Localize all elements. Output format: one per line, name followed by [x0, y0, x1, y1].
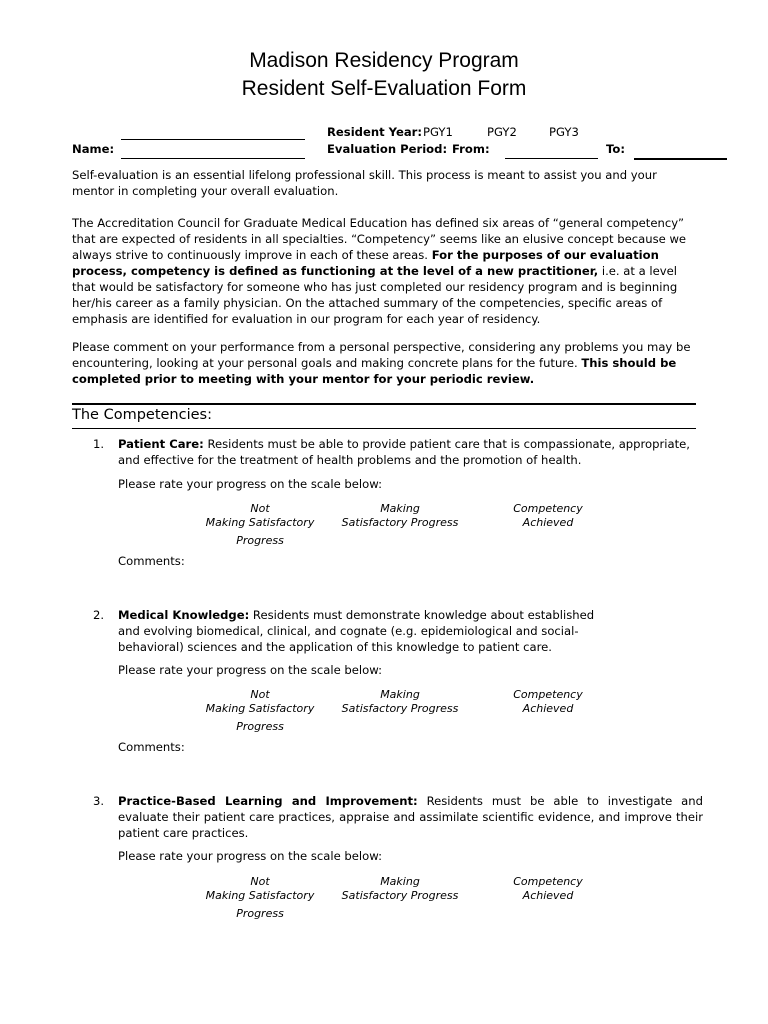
- rate-prompt: Please rate your progress on the scale below:: [118, 477, 382, 491]
- scale-not-satisfactory[interactable]: [195, 875, 325, 921]
- scale-label: Competency: [513, 502, 583, 515]
- evaluation-period-label: Evaluation Period:: [327, 142, 448, 156]
- name-field-line[interactable]: [121, 158, 305, 159]
- form-title-line1: Madison Residency Program: [249, 49, 519, 72]
- scale-competency-achieved[interactable]: [493, 875, 603, 903]
- scale-label: Not: [250, 688, 270, 701]
- scale-label: Not: [250, 875, 270, 888]
- name-label: Name:: [72, 142, 115, 156]
- scale-not-satisfactory[interactable]: [195, 688, 325, 734]
- intro-paragraph-3: [72, 339, 702, 387]
- scale-not-satisfactory[interactable]: [195, 502, 325, 548]
- scale-label: Achieved: [522, 702, 574, 715]
- form-title-line2: Resident Self-Evaluation Form: [241, 77, 527, 100]
- intro-text-2-bold: For the purposes of our evaluation process, competency is defined as functioning at the level of a new practitioner,: [72, 248, 659, 278]
- to-label: To:: [606, 142, 625, 156]
- scale-label: Making Satisfactory: [205, 702, 315, 715]
- scale-label: Progress: [236, 907, 284, 920]
- scale-label: Making: [380, 502, 420, 515]
- scale-label: Competency: [513, 875, 583, 888]
- scale-label: Progress: [236, 720, 284, 733]
- rate-prompt: Please rate your progress on the scale below:: [118, 663, 382, 677]
- competency-title: Patient Care:: [118, 437, 204, 451]
- scale-label: Satisfactory Progress: [341, 702, 459, 715]
- competency-description: [118, 607, 598, 655]
- scale-label: Satisfactory Progress: [341, 889, 459, 902]
- intro-paragraph-2: [72, 215, 702, 327]
- scale-label: Making Satisfactory: [205, 516, 315, 529]
- comments-label[interactable]: Comments:: [118, 740, 185, 754]
- scale-label: Progress: [236, 534, 284, 547]
- pgy3-option[interactable]: PGY3: [549, 125, 579, 139]
- scale-label: Making: [380, 688, 420, 701]
- competency-number: 3.: [93, 794, 105, 808]
- scale-making-progress[interactable]: [340, 502, 460, 530]
- scale-label: Not: [250, 502, 270, 515]
- scale-making-progress[interactable]: [340, 688, 460, 716]
- scale-label: Making: [380, 875, 420, 888]
- scale-label: Achieved: [522, 889, 574, 902]
- scale-competency-achieved[interactable]: [493, 502, 603, 530]
- competency-text: Residents must be able to investigate and evaluate their patient care practices, appraise and assimilate scientific evidence, and improve their patient care practices.: [118, 794, 703, 840]
- intro-text-3-bold: This should be completed prior to meeting with your mentor for your periodic review.: [72, 356, 677, 386]
- to-field-line[interactable]: [634, 158, 727, 160]
- competency-title: Medical Knowledge:: [118, 608, 250, 622]
- rate-prompt: Please rate your progress on the scale below:: [118, 849, 382, 863]
- pgy1-option[interactable]: PGY1: [423, 125, 453, 139]
- scale-label: Competency: [513, 688, 583, 701]
- resident-year-label: Resident Year:: [327, 125, 423, 139]
- comments-label[interactable]: Comments:: [118, 554, 185, 568]
- scale-making-progress[interactable]: [340, 875, 460, 903]
- section-title: The Competencies:: [72, 407, 212, 423]
- competency-text: Residents must be able to provide patient care that is compassionate, appropriate, and effective for the treatment of health problems and the promotion of health.: [118, 437, 690, 467]
- scale-competency-achieved[interactable]: [493, 688, 603, 716]
- intro-text-3a: Please comment on your performance from a personal perspective, considering any problems you may be encountering, looking at your personal goals and making concrete plans for the future.: [72, 340, 691, 370]
- competency-title: Practice-Based Learning and Improvement:: [118, 794, 418, 808]
- scale-label: Making Satisfactory: [205, 889, 315, 902]
- section-rule-top: [72, 403, 696, 405]
- competency-description: [118, 436, 703, 468]
- competency-text: Residents must demonstrate knowledge about established and evolving biomedical, clinical, and cognate (e.g. epidemiological and social-behavioral) sciences and the application of this knowledge to patient care.: [118, 608, 595, 654]
- intro-text-2a: The Accreditation Council for Graduate Medical Education has defined six areas of “general competency” that are expected of residents in all specialties. “Competency” seems like an elusive concept because we always strive to continuously improve in each of these areas.: [72, 216, 687, 262]
- pgy2-option[interactable]: PGY2: [487, 125, 517, 139]
- scale-label: Satisfactory Progress: [341, 516, 459, 529]
- from-label: From:: [452, 142, 490, 156]
- from-field-line[interactable]: [505, 158, 598, 159]
- competency-description: [118, 793, 703, 841]
- intro-text-2b: i.e. at a level that would be satisfactory for someone who has just completed our residency program and is beginning her/his career as a family physician. On the attached summary of the competencies, specific areas of emphasis are identified for evaluation in our program for each year of residency.: [72, 264, 678, 326]
- scale-label: Achieved: [522, 516, 574, 529]
- competency-number: 1.: [93, 437, 105, 451]
- intro-text-1: Self-evaluation is an essential lifelong professional skill. This process is meant to assist you and your mentor in completing your overall evaluation.: [72, 168, 657, 198]
- intro-paragraph-1: [72, 167, 702, 199]
- name-field-line-top[interactable]: [121, 139, 305, 140]
- competency-number: 2.: [93, 608, 105, 622]
- section-rule-bottom: [72, 428, 696, 429]
